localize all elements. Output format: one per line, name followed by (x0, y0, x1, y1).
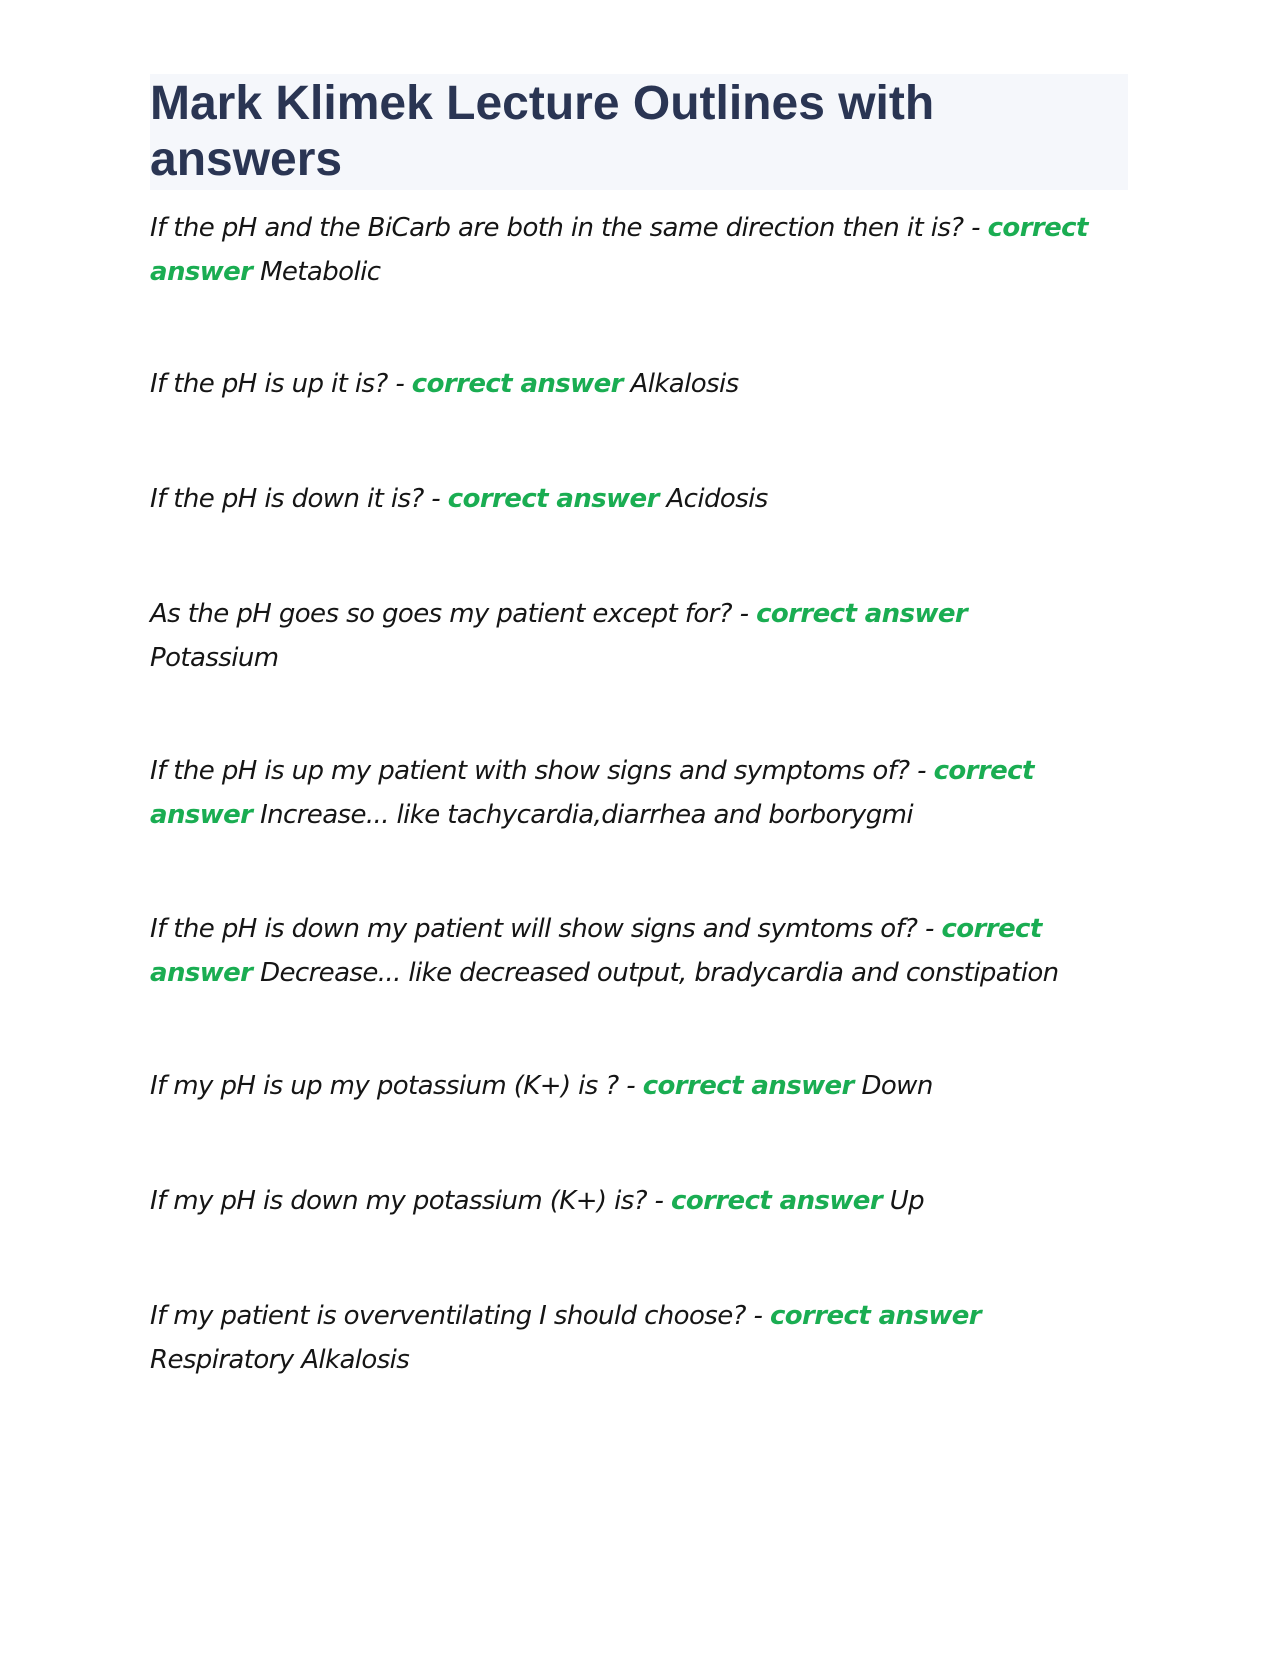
answer-text: Down (861, 1071, 933, 1101)
correct-answer-label: correct answer (150, 756, 1034, 830)
question-text: If my pH is up my potassium (K+) is ? - (150, 1071, 636, 1101)
qa-item-9 (150, 1294, 1130, 1382)
answer-text: Increase... like tachycardia,diarrhea and borborygmi (260, 800, 913, 830)
answer-text: Up (889, 1186, 925, 1216)
answer-text: Respiratory Alkalosis (150, 1345, 410, 1375)
correct-answer-label: correct answer (411, 369, 623, 399)
correct-answer-label: correct answer (769, 1301, 982, 1331)
correct-answer-label: correct answer (150, 213, 1088, 287)
question-text: If the pH is down my patient will show signs and symtoms of? - (150, 914, 934, 944)
question-text: As the pH goes so goes my patient except for? - (150, 599, 749, 629)
question-text: If my pH is down my potassium (K+) is? - (150, 1186, 664, 1216)
answer-text: Decrease... like decreased output, bradycardia and constipation (260, 958, 1059, 988)
qa-item-3 (150, 477, 1130, 521)
correct-answer-label: correct answer (671, 1186, 883, 1216)
correct-answer-label: correct answer (447, 484, 659, 514)
page-title: Mark Klimek Lecture Outlines with answers (150, 77, 935, 186)
correct-answer-label: correct answer (642, 1071, 854, 1101)
answer-text: Potassium (150, 643, 279, 673)
question-text: If the pH is up it is? - (150, 369, 405, 399)
answer-text: Metabolic (260, 257, 381, 287)
question-text: If the pH is up my patient with show signs and symptoms of? - (150, 756, 926, 786)
question-text: If the pH is down it is? - (150, 484, 441, 514)
qa-item-5 (150, 749, 1130, 837)
qa-item-6 (150, 907, 1130, 995)
correct-answer-label: correct answer (150, 914, 1042, 988)
qa-item-1 (150, 206, 1130, 294)
correct-answer-label: correct answer (756, 599, 968, 629)
answer-text: Acidosis (666, 484, 768, 514)
qa-item-7 (150, 1064, 1130, 1108)
question-text: If the pH and the BiCarb are both in the same direction then it is? - (150, 213, 980, 243)
question-text: If my patient is overventilating I should choose? - (150, 1301, 763, 1331)
qa-item-2 (150, 362, 1130, 406)
qa-item-8 (150, 1179, 1130, 1223)
qa-item-4 (150, 592, 1130, 680)
answer-text: Alkalosis (630, 369, 739, 399)
